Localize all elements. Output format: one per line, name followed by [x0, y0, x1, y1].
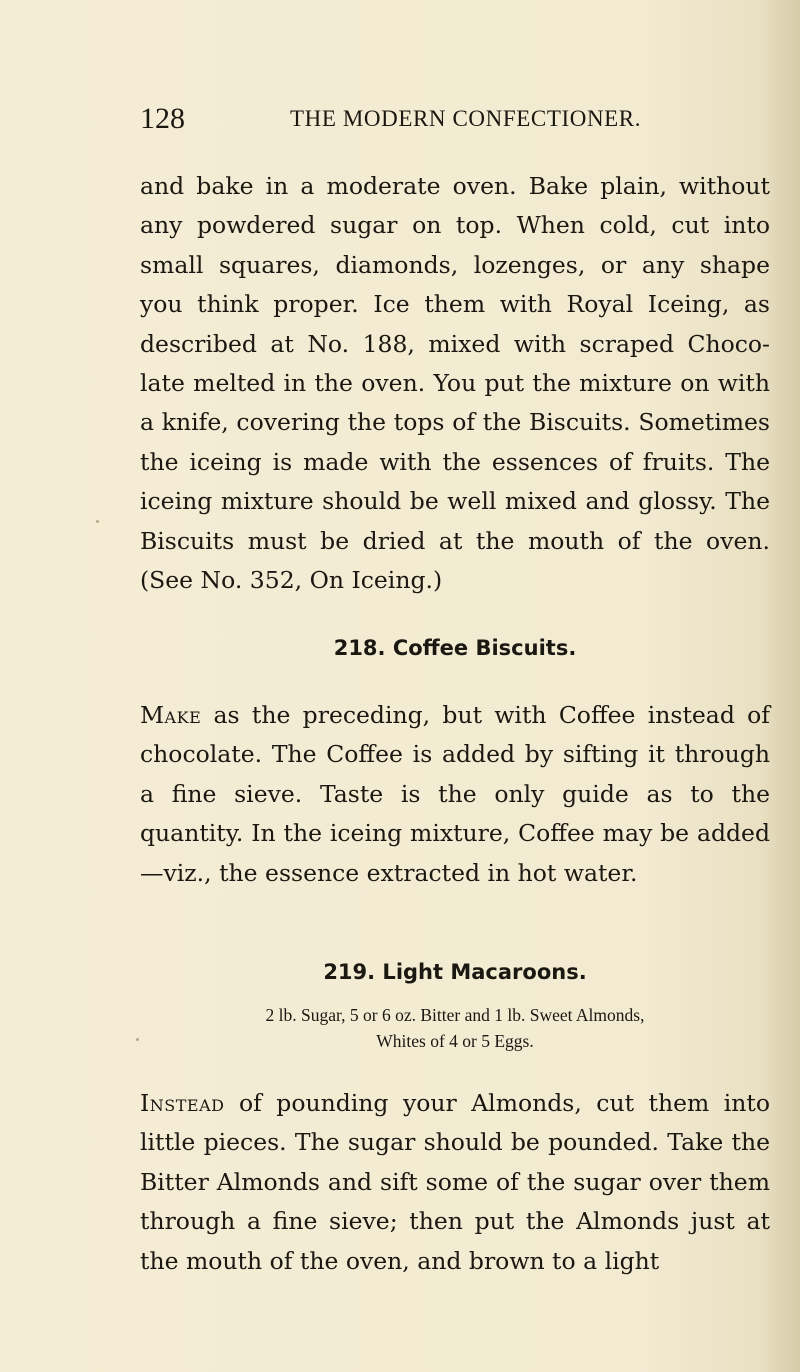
lead-word: Make — [140, 701, 202, 729]
recipe-heading-219: 219. Light Macaroons. — [323, 960, 587, 984]
lead-word: Instead — [140, 1089, 225, 1117]
paper-speck — [136, 1038, 139, 1041]
recipe-body-218 — [140, 696, 770, 893]
paper-speck — [96, 520, 99, 523]
paragraph-continued: and bake in a moderate oven. Bake plain, without any powdered sugar on top. When cold, cut into small squares, diamonds, lozenges, or any shape you think proper. Ice them with Royal Iceing, as described at No. 188, mixed with scraped Choco-late melted in the oven. You put the mixture on with a knife, covering the tops of the Biscuits. Sometimes the iceing is made with the essences of fruits. The iceing mixture should be well mixed and glossy. The Biscuits must be dried at the mouth of the oven. (See No. 352, On Iceing.) — [140, 172, 770, 595]
recipe-body-219 — [140, 1084, 770, 1281]
ingredients-line: Whites of 4 or 5 Eggs. — [376, 1031, 534, 1051]
ingredients-list — [140, 1002, 770, 1054]
recipe-heading-218: 218. Coffee Biscuits. — [333, 636, 577, 660]
recipe-text: as the preceding, but with Coffee instead of chocolate. The Coffee is added by sifting it through a fine sieve. Taste is the only guide as to the quantity. In the iceing mixture, Coffee may be added—viz., the essence extracted in hot water. — [140, 701, 770, 887]
page-number: 128 — [140, 102, 185, 135]
ingredients-line: 2 lb. Sugar, 5 or 6 oz. Bitter and 1 lb. Sweet Almonds, — [265, 1005, 645, 1025]
page-header — [140, 102, 650, 142]
recipe-text: of pounding your Almonds, cut them into little pieces. The sugar should be pounded. Take the Bitter Almonds and sift some of the sugar over them through a fine sieve; then put the Almonds just at the mouth of the oven, and brown to a light — [140, 1089, 770, 1275]
running-head: THE MODERN CONFECTIONER. — [290, 106, 642, 131]
